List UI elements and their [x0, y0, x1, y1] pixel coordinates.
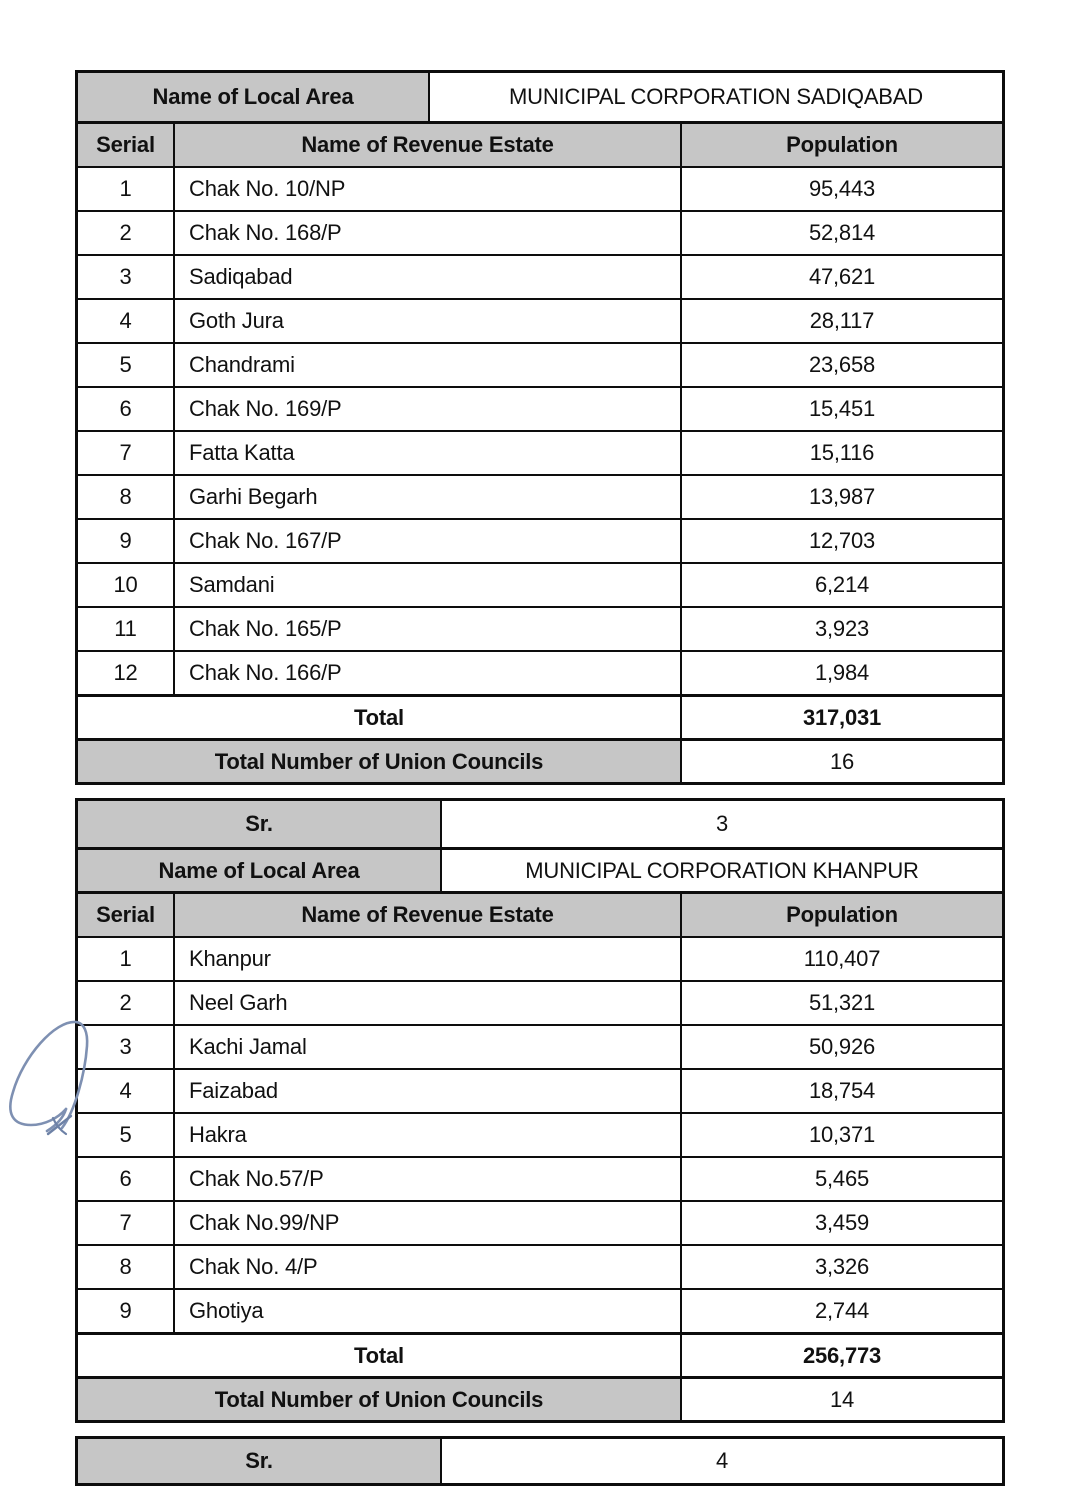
population-cell: 3,326 [680, 1246, 1002, 1288]
estate-name-cell: Chak No.57/P [173, 1158, 680, 1200]
table-row [78, 254, 1002, 298]
population-cell: 12,703 [680, 520, 1002, 562]
population-header: Population [680, 894, 1002, 936]
table-sadiqabad [75, 70, 1005, 785]
document-body [75, 70, 1005, 1486]
serial-cell: 11 [78, 608, 173, 650]
table-row [78, 298, 1002, 342]
population-cell: 52,814 [680, 212, 1002, 254]
total-label: Total [78, 697, 680, 738]
table-row [78, 1200, 1002, 1244]
table-khanpur [75, 798, 1005, 1423]
total-row [78, 694, 1002, 738]
sr-label: Sr. [78, 801, 440, 847]
total-label: Total [78, 1335, 680, 1376]
table-row [78, 562, 1002, 606]
table-row [78, 430, 1002, 474]
population-cell: 50,926 [680, 1026, 1002, 1068]
serial-cell: 5 [78, 1114, 173, 1156]
serial-cell: 3 [78, 1026, 173, 1068]
population-cell: 18,754 [680, 1070, 1002, 1112]
population-cell: 1,984 [680, 652, 1002, 694]
union-councils-value: 14 [680, 1379, 1002, 1420]
local-area-label: Name of Local Area [78, 73, 428, 121]
population-cell: 15,116 [680, 432, 1002, 474]
union-councils-label: Total Number of Union Councils [78, 1379, 680, 1420]
population-cell: 3,923 [680, 608, 1002, 650]
estate-name-cell: Chak No. 165/P [173, 608, 680, 650]
table-row [78, 210, 1002, 254]
column-header-row [78, 121, 1002, 166]
estate-name-cell: Garhi Begarh [173, 476, 680, 518]
estate-name-cell: Chak No. 166/P [173, 652, 680, 694]
estate-name-cell: Hakra [173, 1114, 680, 1156]
population-cell: 15,451 [680, 388, 1002, 430]
serial-cell: 2 [78, 212, 173, 254]
table-row [78, 342, 1002, 386]
table-row [78, 936, 1002, 980]
population-cell: 23,658 [680, 344, 1002, 386]
table-row [78, 650, 1002, 694]
union-councils-value: 16 [680, 741, 1002, 782]
revenue-estate-header: Name of Revenue Estate [173, 124, 680, 166]
serial-cell: 10 [78, 564, 173, 606]
table-row [78, 386, 1002, 430]
population-header: Population [680, 124, 1002, 166]
serial-cell: 1 [78, 168, 173, 210]
table-row [78, 1024, 1002, 1068]
serial-cell: 6 [78, 1158, 173, 1200]
population-cell: 5,465 [680, 1158, 1002, 1200]
population-cell: 95,443 [680, 168, 1002, 210]
population-cell: 13,987 [680, 476, 1002, 518]
serial-cell: 7 [78, 432, 173, 474]
table-body-khanpur [78, 936, 1002, 1332]
population-cell: 2,744 [680, 1290, 1002, 1332]
serial-cell: 4 [78, 1070, 173, 1112]
population-cell: 28,117 [680, 300, 1002, 342]
local-area-row [78, 73, 1002, 121]
union-councils-label: Total Number of Union Councils [78, 741, 680, 782]
table-row [78, 518, 1002, 562]
estate-name-cell: Chak No. 168/P [173, 212, 680, 254]
local-area-value: MUNICIPAL CORPORATION SADIQABAD [428, 73, 1002, 121]
table-next-entry [75, 1436, 1005, 1486]
estate-name-cell: Chak No. 4/P [173, 1246, 680, 1288]
table-row [78, 1156, 1002, 1200]
sr-value: 4 [440, 1439, 1002, 1483]
estate-name-cell: Chak No. 169/P [173, 388, 680, 430]
serial-cell: 3 [78, 256, 173, 298]
estate-name-cell: Goth Jura [173, 300, 680, 342]
serial-cell: 4 [78, 300, 173, 342]
revenue-estate-header: Name of Revenue Estate [173, 894, 680, 936]
serial-header: Serial [78, 894, 173, 936]
total-row [78, 1332, 1002, 1376]
total-value: 317,031 [680, 697, 1002, 738]
table-row [78, 1288, 1002, 1332]
sr-label: Sr. [78, 1439, 440, 1483]
sr-row [78, 801, 1002, 847]
population-cell: 10,371 [680, 1114, 1002, 1156]
table-row [78, 166, 1002, 210]
sr-value: 3 [440, 801, 1002, 847]
local-area-value: MUNICIPAL CORPORATION KHANPUR [440, 850, 1002, 891]
estate-name-cell: Chak No.99/NP [173, 1202, 680, 1244]
table-row [78, 1244, 1002, 1288]
estate-name-cell: Samdani [173, 564, 680, 606]
union-councils-row [78, 738, 1002, 782]
population-cell: 110,407 [680, 938, 1002, 980]
estate-name-cell: Faizabad [173, 1070, 680, 1112]
table-row [78, 1112, 1002, 1156]
serial-header: Serial [78, 124, 173, 166]
estate-name-cell: Kachi Jamal [173, 1026, 680, 1068]
estate-name-cell: Khanpur [173, 938, 680, 980]
estate-name-cell: Chak No. 10/NP [173, 168, 680, 210]
serial-cell: 1 [78, 938, 173, 980]
estate-name-cell: Chak No. 167/P [173, 520, 680, 562]
local-area-row [78, 847, 1002, 891]
estate-name-cell: Sadiqabad [173, 256, 680, 298]
serial-cell: 8 [78, 476, 173, 518]
serial-cell: 2 [78, 982, 173, 1024]
estate-name-cell: Ghotiya [173, 1290, 680, 1332]
union-councils-row [78, 1376, 1002, 1420]
population-cell: 47,621 [680, 256, 1002, 298]
column-header-row [78, 891, 1002, 936]
population-cell: 6,214 [680, 564, 1002, 606]
serial-cell: 9 [78, 1290, 173, 1332]
serial-cell: 8 [78, 1246, 173, 1288]
serial-cell: 12 [78, 652, 173, 694]
total-value: 256,773 [680, 1335, 1002, 1376]
estate-name-cell: Chandrami [173, 344, 680, 386]
estate-name-cell: Fatta Katta [173, 432, 680, 474]
serial-cell: 5 [78, 344, 173, 386]
table-row [78, 474, 1002, 518]
serial-cell: 9 [78, 520, 173, 562]
table-row [78, 606, 1002, 650]
serial-cell: 7 [78, 1202, 173, 1244]
serial-cell: 6 [78, 388, 173, 430]
sr-row [78, 1439, 1002, 1483]
estate-name-cell: Neel Garh [173, 982, 680, 1024]
population-cell: 3,459 [680, 1202, 1002, 1244]
table-row [78, 1068, 1002, 1112]
table-row [78, 980, 1002, 1024]
population-cell: 51,321 [680, 982, 1002, 1024]
local-area-label: Name of Local Area [78, 850, 440, 891]
table-body-sadiqabad [78, 166, 1002, 694]
